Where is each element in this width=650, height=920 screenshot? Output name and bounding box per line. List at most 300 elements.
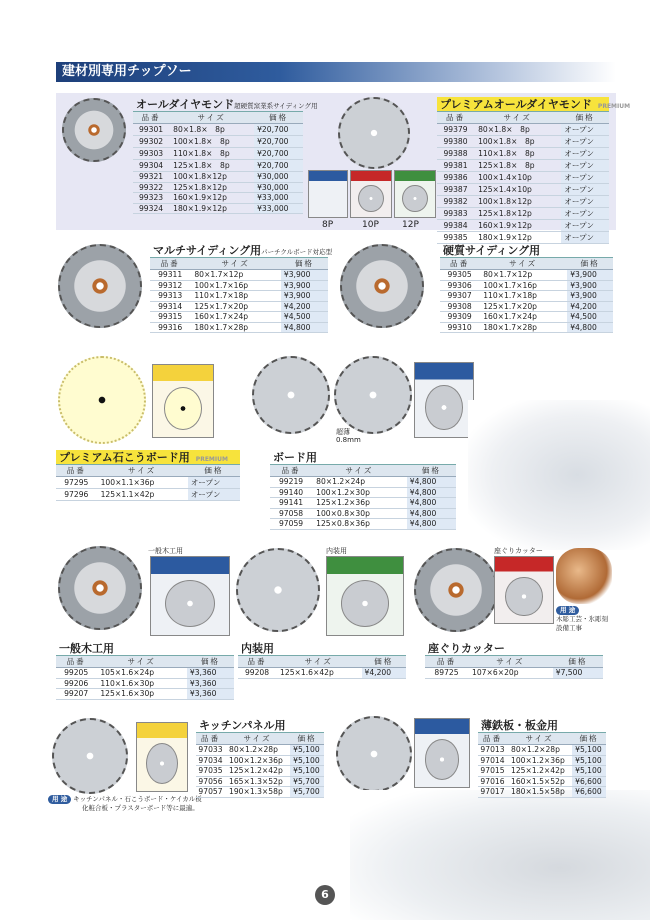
item-code: 99313 bbox=[150, 291, 190, 302]
item-size: 80×1.2×28p bbox=[225, 745, 290, 756]
column-header-price: 価格 bbox=[567, 258, 613, 270]
multi-siding-blade-image bbox=[58, 244, 142, 328]
column-header-size: サイズ bbox=[276, 656, 361, 668]
item-price: ¥20,700 bbox=[254, 148, 303, 160]
general-wood-package-image bbox=[150, 556, 230, 636]
table-row bbox=[437, 172, 609, 184]
item-code: 99316 bbox=[150, 322, 190, 333]
item-size: 160×1.5×52p bbox=[507, 776, 572, 787]
column-header-code: 品番 bbox=[425, 656, 468, 668]
table-row bbox=[437, 160, 609, 172]
item-code: 99385 bbox=[437, 232, 474, 244]
item-price: ¥30,000 bbox=[254, 172, 303, 183]
item-code: 99387 bbox=[437, 184, 474, 196]
table-row bbox=[133, 136, 303, 148]
teeth-label-12p: 12P bbox=[402, 220, 419, 230]
column-header-code: 品番 bbox=[238, 656, 276, 668]
item-price: ¥4,800 bbox=[567, 322, 613, 333]
table-title-text: プレミアム石こうボード用 bbox=[59, 451, 190, 464]
board-blade-image-2 bbox=[334, 356, 412, 434]
item-code: 97058 bbox=[270, 508, 312, 519]
table-row bbox=[196, 766, 324, 777]
item-price: オープン bbox=[188, 489, 240, 501]
item-code: 99312 bbox=[150, 280, 190, 291]
item-code: 99323 bbox=[133, 193, 169, 204]
item-code: 99315 bbox=[150, 312, 190, 323]
bottom-machine-background bbox=[350, 790, 650, 920]
item-size: 100×0.8×30p bbox=[312, 508, 407, 519]
table-row bbox=[133, 148, 303, 160]
item-size: 125×1.8× 8p bbox=[474, 160, 561, 172]
item-price: ¥4,800 bbox=[407, 519, 456, 530]
item-code: 97035 bbox=[196, 766, 225, 777]
table-subtitle: 超硬質窯業系サイディング用 bbox=[234, 102, 318, 110]
table-row bbox=[150, 291, 328, 302]
interior-caption: 内装用 bbox=[326, 547, 347, 555]
table-title bbox=[133, 97, 318, 112]
item-size: 80×1.8× 8p bbox=[169, 124, 254, 136]
table-row bbox=[56, 668, 234, 679]
table-row bbox=[270, 519, 456, 530]
table-interior bbox=[238, 641, 406, 679]
item-code: 89725 bbox=[425, 668, 468, 679]
item-price: ¥4,200 bbox=[362, 668, 406, 679]
column-header-price: 価格 bbox=[553, 656, 603, 668]
table-title-text: 座ぐりカッター bbox=[428, 642, 505, 655]
item-size: 125×1.8× 8p bbox=[169, 160, 254, 172]
table-premium-diamond bbox=[437, 97, 631, 244]
kitchen-blade-image bbox=[52, 718, 128, 794]
table-title-text: プレミアムオールダイヤモンド bbox=[440, 98, 592, 111]
column-header-code: 品番 bbox=[133, 112, 169, 124]
usage-line: 木彫工芸・氷彫刻 bbox=[556, 615, 608, 623]
table-row bbox=[150, 270, 328, 281]
item-price: ¥3,900 bbox=[567, 270, 613, 281]
table-sheet-metal bbox=[478, 718, 606, 798]
table-row bbox=[56, 678, 234, 689]
item-size: 180×1.9×12p bbox=[169, 203, 254, 214]
item-size: 190×1.3×58p bbox=[225, 787, 290, 798]
table-multi-siding bbox=[150, 243, 333, 333]
item-size: 125×1.8×12p bbox=[474, 208, 561, 220]
item-code: 97056 bbox=[196, 776, 225, 787]
counterbore-caption: 座ぐりカッター bbox=[494, 547, 543, 555]
usage-tag: 用 途 bbox=[48, 795, 71, 804]
item-code: 99379 bbox=[437, 124, 474, 136]
column-header-price: 価格 bbox=[188, 465, 240, 477]
item-size: 125×1.7×20p bbox=[190, 301, 281, 312]
table-title bbox=[270, 450, 456, 465]
table-title bbox=[440, 243, 613, 258]
item-price: オープン bbox=[561, 124, 609, 136]
column-header-code: 品番 bbox=[440, 258, 479, 270]
item-price: ¥5,100 bbox=[572, 766, 606, 777]
item-price: ¥4,200 bbox=[281, 301, 328, 312]
table-title-text: 内装用 bbox=[241, 642, 274, 655]
table-title-text: キッチンパネル用 bbox=[199, 719, 286, 732]
item-price: ¥20,700 bbox=[254, 124, 303, 136]
table-row bbox=[150, 301, 328, 312]
item-price: ¥33,000 bbox=[254, 193, 303, 204]
item-code: 99302 bbox=[133, 136, 169, 148]
table-row bbox=[270, 508, 456, 519]
item-code: 99324 bbox=[133, 203, 169, 214]
item-price: ¥4,800 bbox=[407, 508, 456, 519]
general-wood-caption: 一般木工用 bbox=[148, 547, 183, 555]
premium-gypsum-package-image bbox=[152, 364, 214, 438]
package-12p-image bbox=[394, 170, 436, 218]
item-size: 165×1.3×52p bbox=[225, 776, 290, 787]
table-row bbox=[56, 477, 240, 489]
column-header-price: 価格 bbox=[572, 733, 606, 745]
column-header-price: 価格 bbox=[187, 656, 234, 668]
item-price: ¥5,100 bbox=[290, 755, 324, 766]
table-row bbox=[478, 787, 606, 798]
item-price: ¥3,360 bbox=[187, 678, 234, 689]
item-code: 97059 bbox=[270, 519, 312, 530]
item-code: 99380 bbox=[437, 136, 474, 148]
column-header-size: サイズ bbox=[190, 258, 281, 270]
item-size: 160×1.7×24p bbox=[479, 312, 567, 323]
table-title bbox=[238, 641, 406, 656]
item-price: ¥4,800 bbox=[281, 322, 328, 333]
item-code: 97017 bbox=[478, 787, 507, 798]
table-row bbox=[437, 136, 609, 148]
counterbore-package-image bbox=[494, 556, 554, 624]
item-price: ¥5,100 bbox=[290, 766, 324, 777]
table-board bbox=[270, 450, 456, 530]
hard-siding-blade-image bbox=[340, 244, 424, 328]
item-size: 80×1.8× 8p bbox=[474, 124, 561, 136]
table-kitchen bbox=[196, 718, 324, 798]
column-header-code: 品番 bbox=[150, 258, 190, 270]
item-price: オープン bbox=[561, 208, 609, 220]
table-premium-gypsum bbox=[56, 450, 240, 501]
item-code: 97033 bbox=[196, 745, 225, 756]
table-row bbox=[437, 124, 609, 136]
item-size: 100×1.7×16p bbox=[479, 280, 567, 291]
page-title: 建材別専用チップソー bbox=[56, 62, 616, 82]
item-price: ¥3,900 bbox=[281, 291, 328, 302]
item-code: 99311 bbox=[150, 270, 190, 281]
item-size: 110×1.6×30p bbox=[96, 678, 187, 689]
item-code: 99206 bbox=[56, 678, 96, 689]
table-row bbox=[437, 184, 609, 196]
sheet-metal-blade-image bbox=[336, 716, 412, 792]
item-code: 99304 bbox=[133, 160, 169, 172]
item-price: ¥5,100 bbox=[572, 755, 606, 766]
table-row bbox=[440, 301, 613, 312]
item-size: 105×1.6×24p bbox=[96, 668, 187, 679]
column-header-size: サイズ bbox=[468, 656, 553, 668]
column-header-price: 価格 bbox=[362, 656, 406, 668]
item-code: 99382 bbox=[437, 196, 474, 208]
table-row bbox=[270, 487, 456, 498]
item-code: 99386 bbox=[437, 172, 474, 184]
column-header-code: 品番 bbox=[56, 656, 96, 668]
item-code: 99383 bbox=[437, 208, 474, 220]
item-price: オープン bbox=[561, 172, 609, 184]
item-code: 99301 bbox=[133, 124, 169, 136]
item-price: ¥3,900 bbox=[281, 280, 328, 291]
item-price: オープン bbox=[561, 196, 609, 208]
column-header-size: サイズ bbox=[312, 465, 407, 477]
item-size: 110×1.8× 8p bbox=[169, 148, 254, 160]
table-title bbox=[150, 243, 333, 258]
item-price: オープン bbox=[561, 232, 609, 244]
table-row bbox=[437, 148, 609, 160]
all-diamond-blade-image bbox=[62, 98, 126, 162]
table-row bbox=[270, 477, 456, 488]
item-price: ¥4,800 bbox=[407, 487, 456, 498]
item-size: 80×1.7×12p bbox=[190, 270, 281, 281]
item-price: オープン bbox=[561, 148, 609, 160]
column-header-size: サイズ bbox=[507, 733, 572, 745]
column-header-size: サイズ bbox=[97, 465, 188, 477]
item-code: 99321 bbox=[133, 172, 169, 183]
item-price: ¥3,900 bbox=[567, 291, 613, 302]
premium-label: PREMIUM bbox=[195, 456, 228, 463]
item-price: オープン bbox=[188, 477, 240, 489]
item-code: 99322 bbox=[133, 182, 169, 193]
item-size: 100×1.2×36p bbox=[507, 755, 572, 766]
column-header-size: サイズ bbox=[169, 112, 254, 124]
item-size: 100×1.1×36p bbox=[97, 477, 188, 489]
item-code: 97034 bbox=[196, 755, 225, 766]
item-price: ¥5,700 bbox=[290, 787, 324, 798]
interior-package-image bbox=[326, 556, 404, 636]
kitchen-package-image bbox=[136, 722, 188, 792]
item-size: 110×1.7×18p bbox=[479, 291, 567, 302]
column-header-code: 品番 bbox=[478, 733, 507, 745]
board-blade-image-1 bbox=[252, 356, 330, 434]
table-row bbox=[196, 787, 324, 798]
table-row bbox=[133, 124, 303, 136]
item-code: 99381 bbox=[437, 160, 474, 172]
item-code: 97295 bbox=[56, 477, 97, 489]
item-price: オープン bbox=[561, 160, 609, 172]
kitchen-usage bbox=[48, 795, 202, 813]
item-size: 125×1.2×36p bbox=[312, 498, 407, 509]
table-row bbox=[440, 312, 613, 323]
item-size: 125×1.2×42p bbox=[225, 766, 290, 777]
page-number: 6 bbox=[315, 885, 335, 905]
column-header-code: 品番 bbox=[437, 112, 474, 124]
item-size: 100×1.2×30p bbox=[312, 487, 407, 498]
table-counterbore bbox=[425, 641, 603, 679]
table-row bbox=[133, 172, 303, 183]
usage-line: 設備工事 bbox=[556, 624, 582, 632]
item-size: 100×1.8× 8p bbox=[169, 136, 254, 148]
item-code: 99308 bbox=[440, 301, 479, 312]
item-size: 100×1.2×36p bbox=[225, 755, 290, 766]
item-price: ¥3,900 bbox=[281, 270, 328, 281]
column-header-code: 品番 bbox=[196, 733, 225, 745]
premium-diamond-blade-image bbox=[338, 97, 410, 169]
premium-label: PREMIUM bbox=[597, 103, 631, 110]
item-price: ¥4,500 bbox=[567, 312, 613, 323]
table-title-text: 硬質サイディング用 bbox=[443, 244, 541, 257]
table-row bbox=[133, 182, 303, 193]
table-row bbox=[133, 193, 303, 204]
item-price: ¥6,600 bbox=[572, 787, 606, 798]
item-size: 125×1.7×20p bbox=[479, 301, 567, 312]
item-code: 99141 bbox=[270, 498, 312, 509]
item-size: 125×1.4×10p bbox=[474, 184, 561, 196]
item-code: 99305 bbox=[440, 270, 479, 281]
item-code: 99307 bbox=[440, 291, 479, 302]
item-price: ¥5,100 bbox=[290, 745, 324, 756]
table-row bbox=[133, 160, 303, 172]
item-code: 97016 bbox=[478, 776, 507, 787]
table-title-text: ボード用 bbox=[273, 451, 317, 464]
item-code: 99140 bbox=[270, 487, 312, 498]
table-hard-siding bbox=[440, 243, 613, 333]
item-code: 97296 bbox=[56, 489, 97, 501]
table-row bbox=[196, 755, 324, 766]
table-row bbox=[196, 745, 324, 756]
item-price: ¥3,360 bbox=[187, 668, 234, 679]
table-row bbox=[56, 489, 240, 501]
table-row bbox=[478, 776, 606, 787]
teeth-label-10p: 10P bbox=[362, 220, 379, 230]
item-size: 100×1.8×12p bbox=[474, 196, 561, 208]
table-row bbox=[56, 689, 234, 700]
column-header-size: サイズ bbox=[479, 258, 567, 270]
item-size: 100×1.4×10p bbox=[474, 172, 561, 184]
counterbore-blade-image bbox=[414, 548, 498, 632]
item-size: 125×0.8×36p bbox=[312, 519, 407, 530]
item-price: ¥20,700 bbox=[254, 136, 303, 148]
table-row bbox=[478, 755, 606, 766]
premium-gypsum-blade-image bbox=[58, 356, 146, 444]
item-price: ¥3,360 bbox=[187, 689, 234, 700]
table-title bbox=[56, 641, 234, 656]
item-price: ¥20,700 bbox=[254, 160, 303, 172]
table-row bbox=[150, 280, 328, 291]
item-price: ¥4,200 bbox=[567, 301, 613, 312]
column-header-price: 価格 bbox=[281, 258, 328, 270]
item-code: 99207 bbox=[56, 689, 96, 700]
table-row bbox=[437, 208, 609, 220]
table-row bbox=[425, 668, 603, 679]
item-size: 125×1.6×30p bbox=[96, 689, 187, 700]
item-price: オープン bbox=[561, 220, 609, 232]
column-header-size: サイズ bbox=[474, 112, 561, 124]
column-header-code: 品番 bbox=[270, 465, 312, 477]
item-size: 100×1.8×12p bbox=[169, 172, 254, 183]
item-size: 160×1.9×12p bbox=[169, 193, 254, 204]
table-row bbox=[437, 196, 609, 208]
item-code: 99314 bbox=[150, 301, 190, 312]
item-price: ¥4,800 bbox=[407, 498, 456, 509]
interior-blade-image bbox=[236, 548, 320, 632]
table-row bbox=[133, 203, 303, 214]
usage-line: キッチンパネル・石こうボード・ケイカル板 bbox=[73, 795, 202, 803]
table-row bbox=[440, 270, 613, 281]
table-title-text: オールダイヤモンド bbox=[136, 98, 235, 111]
table-row bbox=[196, 776, 324, 787]
table-row bbox=[478, 766, 606, 777]
table-title-text: 薄鉄板・板金用 bbox=[481, 719, 558, 732]
item-code: 99303 bbox=[133, 148, 169, 160]
item-price: ¥6,600 bbox=[572, 776, 606, 787]
item-code: 99384 bbox=[437, 220, 474, 232]
item-code: 99208 bbox=[238, 668, 276, 679]
thin-blade-label: 超薄 0.8mm bbox=[336, 428, 361, 444]
package-8p-image bbox=[308, 170, 348, 218]
column-header-price: 価格 bbox=[561, 112, 609, 124]
item-size: 125×1.6×42p bbox=[276, 668, 361, 679]
item-size: 80×1.2×24p bbox=[312, 477, 407, 488]
table-general-wood bbox=[56, 641, 234, 700]
column-header-size: サイズ bbox=[225, 733, 290, 745]
wood-carving-image bbox=[556, 548, 612, 604]
item-code: 97057 bbox=[196, 787, 225, 798]
saw-machine-background bbox=[468, 400, 650, 550]
table-row bbox=[238, 668, 406, 679]
item-code: 99388 bbox=[437, 148, 474, 160]
column-header-price: 価格 bbox=[254, 112, 303, 124]
table-title bbox=[478, 718, 606, 733]
table-title bbox=[196, 718, 324, 733]
counterbore-usage bbox=[556, 606, 608, 633]
table-row bbox=[150, 322, 328, 333]
item-code: 99310 bbox=[440, 322, 479, 333]
package-10p-image bbox=[350, 170, 392, 218]
table-title bbox=[56, 450, 240, 465]
item-price: ¥7,500 bbox=[553, 668, 603, 679]
table-row bbox=[437, 232, 609, 244]
table-row bbox=[150, 312, 328, 323]
table-subtitle: パーチクルボード対応型 bbox=[261, 248, 333, 256]
table-title bbox=[437, 97, 631, 112]
general-wood-blade-image bbox=[58, 546, 142, 630]
item-code: 99205 bbox=[56, 668, 96, 679]
column-header-size: サイズ bbox=[96, 656, 187, 668]
item-size: 125×1.1×42p bbox=[97, 489, 188, 501]
item-size: 80×1.7×12p bbox=[479, 270, 567, 281]
item-size: 180×1.5×58p bbox=[507, 787, 572, 798]
item-price: ¥3,900 bbox=[567, 280, 613, 291]
item-size: 180×1.7×28p bbox=[190, 322, 281, 333]
table-row bbox=[440, 322, 613, 333]
usage-tag: 用 途 bbox=[556, 606, 579, 615]
column-header-price: 価格 bbox=[407, 465, 456, 477]
item-size: 110×1.7×18p bbox=[190, 291, 281, 302]
column-header-price: 価格 bbox=[290, 733, 324, 745]
table-title-text: 一般木工用 bbox=[59, 642, 114, 655]
table-row bbox=[440, 280, 613, 291]
table-title-text: マルチサイディング用 bbox=[153, 244, 262, 257]
table-all-diamond bbox=[133, 97, 318, 214]
item-size: 125×1.8×12p bbox=[169, 182, 254, 193]
item-price: ¥4,800 bbox=[407, 477, 456, 488]
item-code: 97014 bbox=[478, 755, 507, 766]
item-size: 110×1.8× 8p bbox=[474, 148, 561, 160]
table-row bbox=[437, 220, 609, 232]
item-size: 125×1.2×42p bbox=[507, 766, 572, 777]
item-size: 180×1.9×12p bbox=[474, 232, 561, 244]
item-price: ¥5,700 bbox=[290, 776, 324, 787]
teeth-label-8p: 8P bbox=[322, 220, 334, 230]
item-price: ¥33,000 bbox=[254, 203, 303, 214]
table-row bbox=[270, 498, 456, 509]
sheet-metal-package-image bbox=[414, 718, 470, 788]
item-size: 107×6×20p bbox=[468, 668, 553, 679]
item-code: 99309 bbox=[440, 312, 479, 323]
item-price: ¥30,000 bbox=[254, 182, 303, 193]
